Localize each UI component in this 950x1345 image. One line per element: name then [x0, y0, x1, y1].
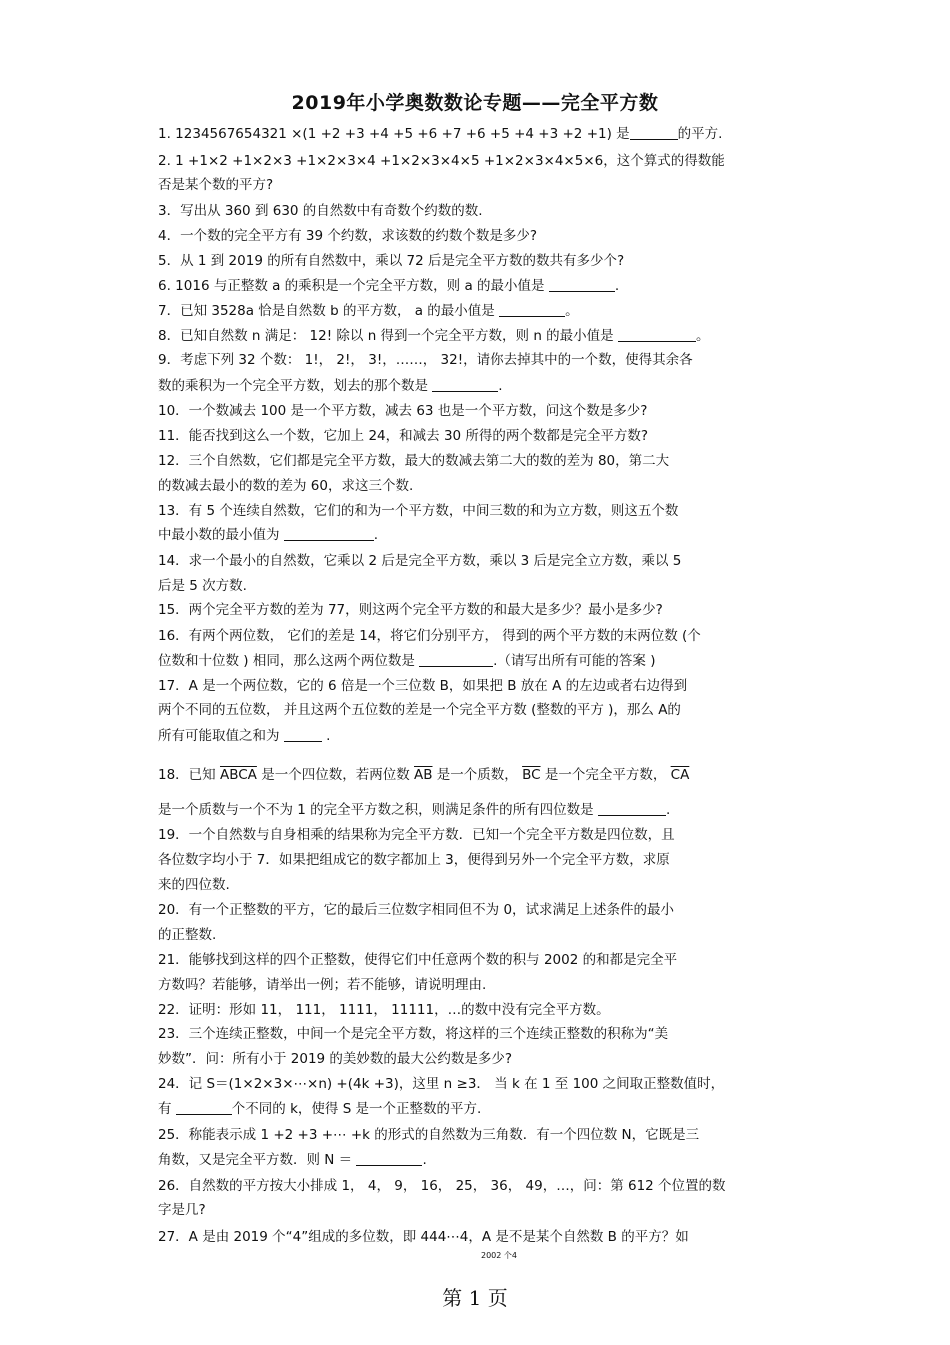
line-text: 的数减去最小的数的差为 60，求这三个数. [158, 478, 414, 494]
line-text: 所有可能取值之和为 [158, 728, 284, 744]
text-line [158, 1075, 798, 1093]
answer-blank [356, 1151, 422, 1166]
text-line [158, 926, 798, 944]
text-line [158, 601, 798, 619]
line-text: 位数和十位数 ) 相同，那么这两个两位数是 [158, 653, 420, 669]
overlined-number: ABCA [219, 767, 257, 783]
line-text: 方数吗？若能够，请举出一例；若不能够，请说明理由. [158, 977, 487, 993]
answer-blank [284, 526, 374, 541]
line-text: . [321, 728, 331, 744]
overlined-number: $\overline{CA}$ [670, 767, 690, 783]
line-text: 是一个质数， [432, 767, 523, 783]
line-text: 来的四位数. [158, 877, 230, 893]
line-text: 23．三个连续正整数，中间一个是完全平方数，将这样的三个连续正整数的积称为“美 [158, 1026, 669, 1042]
text-line [158, 152, 798, 170]
line-text: 妙数”．问：所有小于 2019 的美妙数的最大公约数是多少? [158, 1051, 513, 1067]
underbrace-label: 2002 个4 [481, 1251, 517, 1260]
line-text: 7．已知 3528a 恰是自然数 b 的平方数， a 的最小值是 [158, 303, 500, 319]
text-line [158, 1151, 798, 1169]
overlined-number: $\overline{AB}$ [414, 767, 433, 783]
answer-blank [284, 727, 322, 742]
line-text: 27．A 是由 2019 个“4”组成的多位数，即 444⋯4，A 是不是某个自然数 B 的平方？如 [158, 1229, 689, 1245]
line-text: 是一个四位数，若两位数 [256, 767, 414, 783]
line-text: 是一个完全平方数， [540, 767, 671, 783]
text-line [158, 427, 798, 445]
page-number: 第 1 页 [442, 1286, 508, 1310]
text-line [158, 766, 798, 784]
line-text: 19．一个自然数与自身相乘的结果称为完全平方数．已知一个完全平方数是四位数，且 [158, 827, 675, 843]
text-line [158, 652, 798, 670]
text-line [158, 277, 798, 295]
line-text: 5．从 1 到 2019 的所有自然数中，乘以 72 后是完全平方数的数共有多少个? [158, 253, 625, 269]
text-line [158, 402, 798, 420]
text-line [158, 851, 798, 869]
text-line [158, 826, 798, 844]
text-line [158, 801, 798, 819]
text-line [158, 302, 798, 320]
text-line [158, 1001, 798, 1019]
answer-blank [598, 801, 666, 816]
text-line [158, 727, 798, 745]
line-text: 26．自然数的平方按大小排成 1， 4， 9， 16， 25， 36， 49，…，问：第 612 个位置的数 [158, 1178, 726, 1194]
line-text: 12．三个自然数，它们都是完全平方数，最大的数减去第二大的数的差为 80，第二大 [158, 453, 670, 469]
line-text: 20．有一个正整数的平方，它的最后三位数字相同但不为 0，试求满足上述条件的最小 [158, 902, 675, 918]
text-line [158, 1177, 798, 1195]
line-text: .（请写出所有可能的答案 ) [493, 653, 656, 669]
text-line [158, 202, 798, 220]
line-text: 的正整数. [158, 927, 217, 943]
text-line [158, 976, 798, 994]
text-line [158, 377, 798, 395]
line-text: 6. 1016 与正整数 a 的乘积是一个完全平方数，则 a 的最小值是 [158, 278, 549, 294]
text-line [158, 1126, 798, 1144]
line-text: 否是某个数的平方? [158, 177, 274, 193]
line-text: 。 [565, 303, 579, 319]
line-text: 角数，又是完全平方数．则 N ＝ [158, 1152, 357, 1168]
text-line [158, 227, 798, 245]
line-text: 8．已知自然数 n 满足： 12! 除以 n 得到一个完全平方数，则 n 的最小值是 [158, 328, 618, 344]
text-line [158, 1201, 798, 1219]
text-line [158, 327, 798, 345]
line-text: 的平方. [677, 126, 723, 142]
text-line [158, 552, 798, 570]
text-line [158, 951, 798, 969]
line-text: 13．有 5 个连续自然数，它们的和为一个平方数，中间三数的和为立方数，则这五个数 [158, 503, 679, 519]
line-text: 字是几? [158, 1202, 206, 1218]
text-line [158, 526, 798, 544]
text-line [158, 176, 798, 194]
page-title: 2019年小学奥数数论专题——完全平方数 [291, 92, 659, 114]
answer-blank [499, 302, 565, 317]
answer-blank [176, 1100, 232, 1115]
text-line [158, 1050, 798, 1068]
line-text: 10．一个数减去 100 是一个平方数，减去 63 也是一个平方数，问这个数是多少? [158, 403, 648, 419]
overlined-number: $\overline{BC}$ [522, 767, 541, 783]
line-text: 。 [695, 328, 710, 344]
text-line [158, 901, 798, 919]
line-text: 17．A 是一个两位数，它的 6 倍是一个三位数 B，如果把 B 放在 A 的左边或者右边得到 [158, 678, 688, 694]
line-text: . [373, 527, 379, 543]
answer-blank [432, 377, 498, 392]
line-text: 有 [158, 1101, 176, 1117]
line-text: 4．一个数的完全平方有 39 个约数，求该数的约数个数是多少? [158, 228, 538, 244]
text-line [158, 502, 798, 520]
line-text: . [665, 802, 671, 818]
answer-blank [618, 327, 696, 342]
line-text: 数的乘积为一个完全平方数，划去的那个数是 [158, 378, 433, 394]
answer-blank [419, 652, 493, 667]
answer-blank [630, 125, 678, 140]
text-line [158, 627, 798, 645]
answer-blank [549, 277, 615, 292]
line-text: 是一个质数与一个不为 1 的完全平方数之积，则满足条件的所有四位数是 [158, 802, 598, 818]
line-text: 2. 1 +1×2 +1×2×3 +1×2×3×4 +1×2×3×4×5 +1×2×3×4×5×6，这个算式的得数能 [158, 153, 725, 169]
text-line [158, 1100, 798, 1118]
line-text: 24．记 S＝(1×2×3×⋯×n) +(4k +3)，这里 n ≥3． 当 k 在 1 至 100 之间取正整数值时， [158, 1076, 725, 1092]
text-line [158, 1228, 798, 1246]
line-text: 各位数字均小于 7．如果把组成它的数字都加上 3，便得到另外一个完全平方数，求原 [158, 852, 670, 868]
line-text: . [422, 1152, 427, 1168]
line-text: . [498, 378, 503, 394]
line-text: 21．能够找到这样的四个正整数，使得它们中任意两个数的积与 2002 的和都是完全平 [158, 952, 678, 968]
line-text: 9．考虑下列 32 个数： 1!， 2!， 3!，……， 32!，请你去掉其中的一个数，使得其余各 [158, 352, 693, 368]
text-line [158, 125, 798, 143]
text-line [158, 252, 798, 270]
line-text: 后是 5 次方数. [158, 578, 247, 594]
line-text: 18．已知 [158, 767, 220, 783]
line-text: 15．两个完全平方数的差为 77，则这两个完全平方数的和最大是多少？最小是多少? [158, 602, 663, 618]
line-text: 25．称能表示成 1 +2 +3 +⋯ +k 的形式的自然数为三角数．有一个四位数 N，它既是三 [158, 1127, 700, 1143]
text-line [158, 876, 798, 894]
text-line [158, 351, 798, 369]
line-text: 1. 1234567654321 ×(1 +2 +3 +4 +5 +6 +7 +6 +5 +4 +3 +2 +1) 是 [158, 126, 630, 142]
line-text: 22．证明：形如 11， 111， 1111， 11111，…的数中没有完全平方数。 [158, 1002, 610, 1018]
line-text: 3．写出从 360 到 630 的自然数中有奇数个约数的数. [158, 203, 483, 219]
text-line [158, 677, 798, 695]
line-text: 中最小数的最小值为 [158, 527, 284, 543]
line-text: 11．能否找到这么一个数，它加上 24，和减去 30 所得的两个数都是完全平方数? [158, 428, 649, 444]
line-text: . [614, 278, 620, 294]
line-text: 两个不同的五位数， 并且这两个五位数的差是一个完全平方数 (整数的平方 )，那么 A的 [158, 702, 681, 718]
line-text: 14．求一个最小的自然数，它乘以 2 后是完全平方数，乘以 3 后是完全立方数，乘以 5 [158, 553, 682, 569]
line-text: 个不同的 k，使得 S 是一个正整数的平方. [231, 1101, 482, 1117]
text-line [158, 577, 798, 595]
text-line [158, 701, 798, 719]
line-text: 16．有两个两位数， 它们的差是 14，将它们分别平方， 得到的两个平方数的末两位数 (个 [158, 628, 701, 644]
text-line [158, 452, 798, 470]
text-line [158, 477, 798, 495]
text-line [158, 1025, 798, 1043]
